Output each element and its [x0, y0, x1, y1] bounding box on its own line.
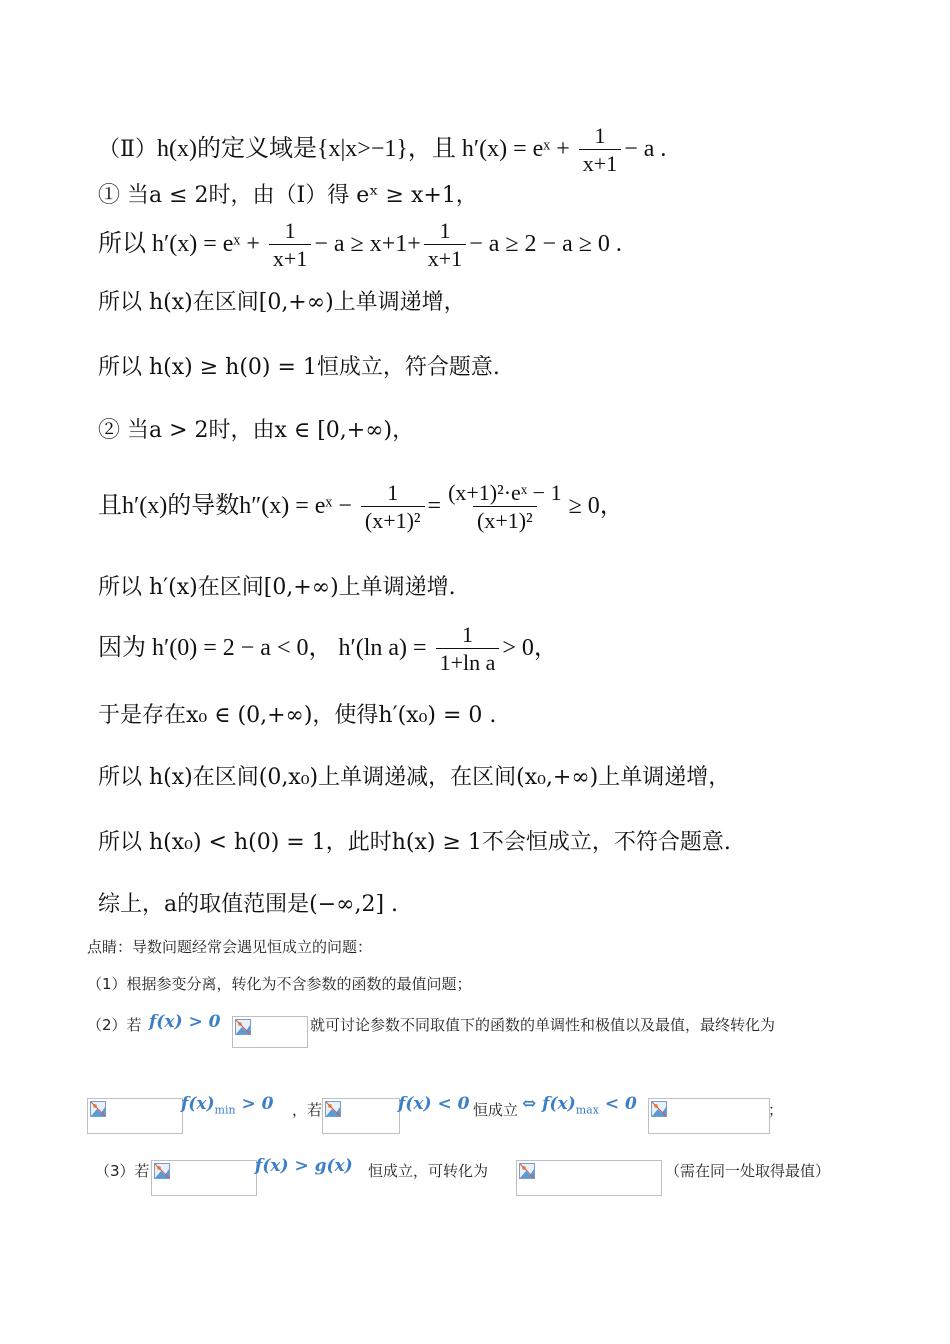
notes-item-2-text: 就可讨论参数不同取值下的函数的单调性和极值以及最值，最终转化为	[310, 1016, 776, 1034]
notes-title: 点睛：导数问题经常会遇见恒成立的问题：	[87, 938, 373, 956]
fraction	[424, 220, 466, 270]
notes-item-3-prefix: （3）若	[95, 1162, 150, 1180]
formula-f-max	[522, 1094, 637, 1116]
case1-so-tail: − a ≥ 2 − a ≥ 0 .	[469, 231, 622, 257]
fraction-denominator: (x+1)²	[473, 506, 537, 532]
broken-image	[151, 1160, 257, 1196]
case2-because-prefix: 因为 h′(0) = 2 − a < 0， h′(ln a) =	[98, 635, 433, 661]
formula-f-max-tail: < 0	[598, 1094, 637, 1114]
fraction-numerator: 1	[594, 123, 606, 148]
case1-so-prefix: 所以 h′(x) = eˣ +	[98, 231, 266, 257]
fraction-numerator: 1	[284, 218, 296, 243]
case2-because-tail: > 0，	[502, 635, 558, 661]
notes-comma-if: ，若	[292, 1101, 323, 1119]
domain-set: {x|x>−1}	[316, 136, 408, 162]
broken-image-icon	[235, 1019, 251, 1035]
case1-title: ① 当a ≤ 2时，由（Ⅰ）得 eˣ ≥ x+1，	[98, 183, 478, 208]
case2-deriv-prefix: 且h′(x)的导数h″(x) = eˣ −	[98, 493, 358, 519]
broken-image-icon	[154, 1163, 170, 1179]
fraction-numerator: 1	[439, 218, 451, 243]
fraction-numerator: 1	[461, 622, 473, 647]
derivative-def: ，且 h′(x) = eˣ +	[407, 136, 576, 162]
part2-intro-line	[98, 125, 666, 175]
fraction	[269, 220, 311, 270]
fraction	[361, 482, 425, 532]
case2-deriv-tail: ≥ 0，	[568, 493, 624, 519]
case2-exists: 于是存在x₀ ∈ (0,+∞)，使得h′(x₀) = 0 .	[98, 703, 497, 728]
case2-conclusion: 所以 h(x₀) < h(0) = 1，此时h(x) ≥ 1不会恒成立，不符合题意.	[98, 830, 731, 855]
summary: 综上，a的取值范围是(−∞,2] .	[98, 892, 399, 917]
broken-image	[87, 1098, 183, 1134]
notes-item-2-prefix: （2）若	[87, 1016, 142, 1034]
notes-item-3-text: 恒成立，可转化为	[368, 1162, 489, 1180]
formula-f-max-main: ⇔ f(x)	[522, 1094, 576, 1114]
fraction	[444, 482, 566, 532]
notes-item-1: （1）根据参变分离，转化为不含参数的函数的最值问题；	[87, 975, 472, 993]
broken-image	[516, 1160, 662, 1196]
broken-image	[232, 1016, 308, 1048]
fraction-denominator: x+1	[579, 149, 621, 175]
case1-conclusion: 所以 h(x) ≥ h(0) = 1恒成立，符合题意.	[98, 355, 500, 380]
fraction-denominator: 1+ln a	[436, 648, 500, 674]
broken-image	[648, 1098, 770, 1134]
formula-f-positive: f(x) > 0	[149, 1012, 221, 1032]
formula-f-min	[181, 1094, 274, 1116]
formula-f-max-sub: max	[575, 1103, 599, 1117]
notes-always-holds: 恒成立	[473, 1101, 519, 1119]
formula-f-min-main: f(x)	[181, 1094, 215, 1114]
case1-increasing: 所以 h(x)在区间[0,+∞)上单调递增，	[98, 290, 466, 315]
derivative-tail: − a .	[624, 136, 667, 162]
part-label: （Ⅱ）	[98, 137, 157, 162]
broken-image-icon	[325, 1101, 341, 1117]
equals: =	[427, 493, 442, 519]
formula-f-negative: f(x) < 0	[398, 1094, 470, 1114]
case2-title: ② 当a > 2时，由x ∈ [0,+∞)，	[98, 418, 415, 443]
fraction-denominator: x+1	[269, 244, 311, 270]
case2-because-line	[98, 624, 558, 674]
broken-image	[322, 1098, 400, 1134]
broken-image-icon	[519, 1163, 535, 1179]
broken-image-icon	[90, 1101, 106, 1117]
fraction-numerator: 1	[387, 480, 399, 505]
case2-derivative-line	[98, 482, 624, 532]
notes-semicolon: ；	[768, 1101, 784, 1119]
fraction	[436, 624, 500, 674]
fraction	[579, 125, 621, 175]
case1-so-mid: − a ≥ x+1+	[314, 231, 421, 257]
formula-f-min-tail: > 0	[235, 1094, 274, 1114]
formula-f-min-sub: min	[214, 1103, 236, 1117]
notes-item-3-tail: （需在同一处取得最值）	[665, 1162, 831, 1180]
case2-increasing: 所以 h′(x)在区间[0,+∞)上单调递增.	[98, 575, 456, 600]
domain-text: h(x)的定义域是	[156, 136, 317, 162]
formula-f-greater-g: f(x) > g(x)	[255, 1156, 353, 1176]
fraction-numerator: (x+1)²·eˣ − 1	[448, 480, 562, 505]
case1-inequality-line	[98, 220, 622, 270]
broken-image-icon	[651, 1101, 667, 1117]
fraction-denominator: x+1	[424, 244, 466, 270]
fraction-denominator: (x+1)²	[361, 506, 425, 532]
case2-monotone: 所以 h(x)在区间(0,x₀)上单调递减，在区间(x₀,+∞)上单调递增，	[98, 765, 731, 790]
